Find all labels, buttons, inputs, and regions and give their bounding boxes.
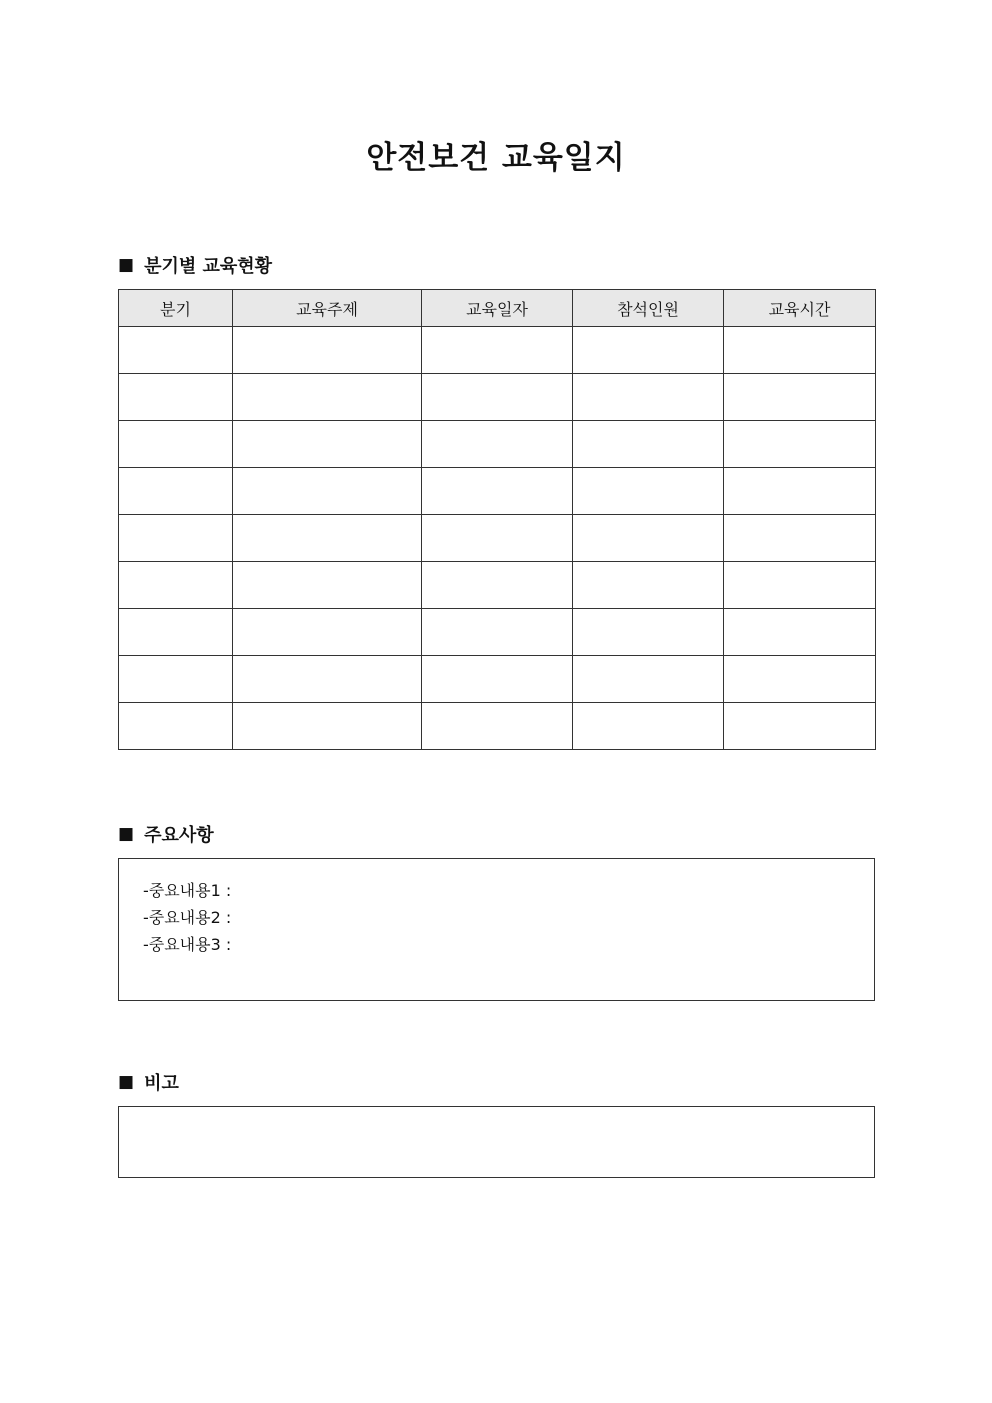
list-item: -중요내용3 :	[143, 935, 232, 954]
square-bullet-icon: ■	[118, 1072, 135, 1092]
cell-date[interactable]	[422, 703, 573, 750]
cell-quarter[interactable]	[119, 562, 233, 609]
cell-duration[interactable]	[724, 468, 876, 515]
cell-topic[interactable]	[233, 421, 422, 468]
header-attendees: 참석인원	[573, 290, 724, 327]
section-heading-remarks	[118, 1069, 179, 1095]
cell-attendees[interactable]	[573, 515, 724, 562]
cell-attendees[interactable]	[573, 374, 724, 421]
header-date: 교육일자	[422, 290, 573, 327]
cell-quarter[interactable]	[119, 609, 233, 656]
table-header-row	[119, 290, 876, 327]
cell-date[interactable]	[422, 562, 573, 609]
cell-topic[interactable]	[233, 374, 422, 421]
header-duration: 교육시간	[724, 290, 876, 327]
cell-attendees[interactable]	[573, 421, 724, 468]
table-row	[119, 327, 876, 374]
cell-quarter[interactable]	[119, 703, 233, 750]
cell-date[interactable]	[422, 656, 573, 703]
table-row	[119, 562, 876, 609]
cell-topic[interactable]	[233, 703, 422, 750]
cell-duration[interactable]	[724, 515, 876, 562]
table-row	[119, 703, 876, 750]
cell-topic[interactable]	[233, 327, 422, 374]
cell-attendees[interactable]	[573, 656, 724, 703]
cell-quarter[interactable]	[119, 374, 233, 421]
table-row	[119, 609, 876, 656]
cell-quarter[interactable]	[119, 327, 233, 374]
cell-quarter[interactable]	[119, 468, 233, 515]
cell-topic[interactable]	[233, 468, 422, 515]
cell-attendees[interactable]	[573, 327, 724, 374]
important-notes-list	[119, 859, 874, 958]
cell-duration[interactable]	[724, 703, 876, 750]
cell-quarter[interactable]	[119, 515, 233, 562]
cell-topic[interactable]	[233, 515, 422, 562]
cell-attendees[interactable]	[573, 562, 724, 609]
cell-date[interactable]	[422, 609, 573, 656]
cell-topic[interactable]	[233, 562, 422, 609]
cell-duration[interactable]	[724, 609, 876, 656]
table-row	[119, 421, 876, 468]
section-heading-label: 주요사항	[144, 825, 214, 846]
table-row	[119, 468, 876, 515]
document-title: 안전보건 교육일지	[366, 140, 626, 176]
square-bullet-icon: ■	[118, 824, 135, 844]
education-status-table	[118, 289, 876, 750]
cell-duration[interactable]	[724, 656, 876, 703]
header-topic: 교육주제	[233, 290, 422, 327]
table-row	[119, 515, 876, 562]
cell-duration[interactable]	[724, 421, 876, 468]
section-heading-label: 분기별 교육현황	[144, 256, 273, 277]
cell-attendees[interactable]	[573, 468, 724, 515]
list-item: -중요내용2 :	[143, 908, 232, 927]
important-notes-box[interactable]	[118, 858, 875, 1001]
section-heading-quarterly	[118, 252, 272, 278]
cell-duration[interactable]	[724, 562, 876, 609]
cell-date[interactable]	[422, 515, 573, 562]
square-bullet-icon: ■	[118, 255, 135, 275]
cell-attendees[interactable]	[573, 703, 724, 750]
table-row	[119, 374, 876, 421]
cell-attendees[interactable]	[573, 609, 724, 656]
cell-quarter[interactable]	[119, 421, 233, 468]
header-quarter: 분기	[119, 290, 233, 327]
remarks-box[interactable]	[118, 1106, 875, 1178]
cell-date[interactable]	[422, 327, 573, 374]
cell-date[interactable]	[422, 374, 573, 421]
list-item: -중요내용1 :	[143, 881, 232, 900]
cell-topic[interactable]	[233, 656, 422, 703]
cell-duration[interactable]	[724, 374, 876, 421]
cell-topic[interactable]	[233, 609, 422, 656]
section-heading-important	[118, 821, 214, 847]
table-row	[119, 656, 876, 703]
cell-date[interactable]	[422, 421, 573, 468]
cell-duration[interactable]	[724, 327, 876, 374]
cell-date[interactable]	[422, 468, 573, 515]
section-heading-label: 비고	[144, 1073, 179, 1094]
cell-quarter[interactable]	[119, 656, 233, 703]
